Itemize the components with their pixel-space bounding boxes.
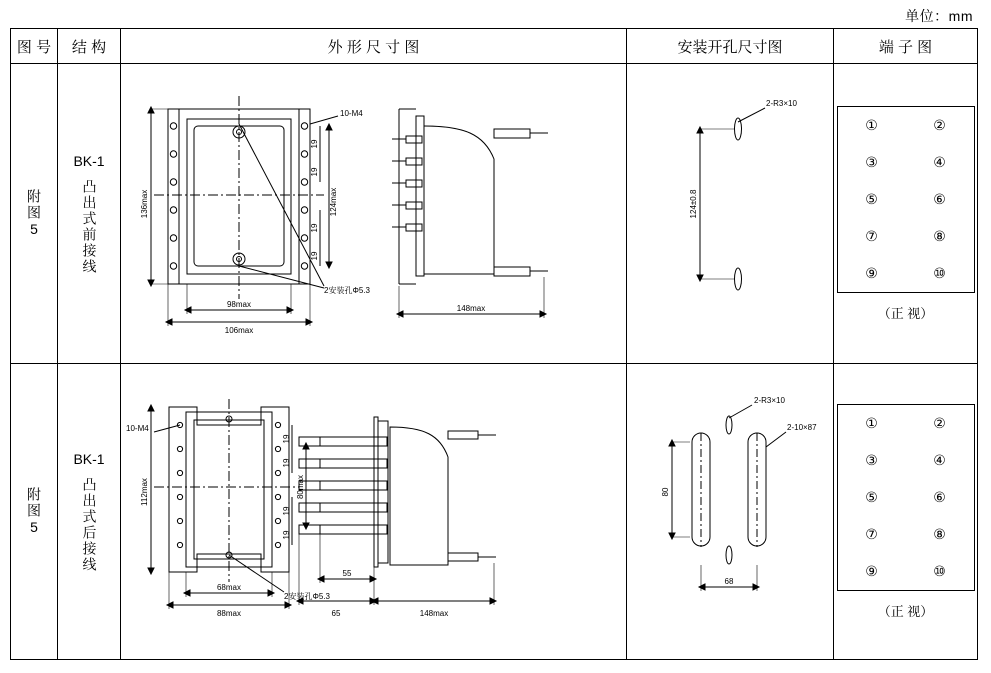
dim-2-10x87: 2-10×87 (787, 422, 817, 432)
terminal-8: ⑧ (933, 525, 946, 542)
dim-10-M4: 10-M4 (339, 108, 363, 118)
row2-cutout-cell (627, 364, 834, 660)
svg-text:19: 19 (281, 434, 291, 443)
terminal-7: ⑦ (865, 227, 878, 244)
terminal-4: ④ (933, 451, 946, 468)
svg-text:19: 19 (309, 251, 319, 260)
terminal-10: ⑩ (933, 562, 946, 579)
row2-terminal-cell (834, 364, 978, 660)
row1-structure-code: BK-1 (73, 153, 105, 169)
svg-text:19: 19 (309, 167, 319, 176)
header-terminal: 端 子 图 (834, 29, 978, 64)
terminal-1: ① (865, 116, 878, 133)
terminal-3: ③ (865, 153, 878, 170)
dim-124tol: 124±0.8 (689, 189, 698, 218)
row1-terminal-cell (834, 64, 978, 364)
dim-2R3x10-2: 2-R3×10 (754, 395, 785, 405)
dim-2R3x10: 2-R3×10 (766, 98, 797, 108)
terminal-7: ⑦ (865, 525, 878, 542)
dim-136max: 136max (139, 189, 149, 218)
header-fig-no: 图 号 (11, 29, 58, 64)
dimension-table (10, 28, 978, 660)
table-header-row (11, 29, 978, 64)
terminal-2: ② (933, 414, 946, 431)
header-cutout: 安装开孔尺寸图 (627, 29, 834, 64)
svg-text:19: 19 (281, 530, 291, 539)
dim-148max-2: 148max (419, 608, 448, 618)
terminal-2: ② (933, 116, 946, 133)
header-outline: 外 形 尺 寸 图 (121, 29, 627, 64)
dim-68max: 68max (216, 582, 241, 592)
dim-148max: 148max (456, 303, 485, 313)
dim-68: 68 (724, 576, 734, 586)
row2-fig-no: 附图5 (26, 486, 42, 537)
dim-88max: 88max (216, 608, 241, 618)
dim-65: 65 (331, 608, 340, 618)
row1-structure-text: 凸出式前接线 (81, 179, 98, 275)
table-row (11, 364, 978, 660)
svg-text:19: 19 (309, 223, 319, 232)
svg-text:19: 19 (309, 139, 319, 148)
terminal-3: ③ (865, 451, 878, 468)
row2-terminal-box (837, 404, 975, 591)
terminal-9: ⑨ (865, 562, 878, 579)
row1-fig-no-cell (11, 64, 58, 364)
row2-structure-cell (58, 364, 121, 660)
terminal-6: ⑥ (933, 190, 946, 207)
terminal-5: ⑤ (865, 488, 878, 505)
row1-fig-no: 附图5 (26, 188, 42, 239)
row2-fig-no-cell (11, 364, 58, 660)
row1-cutout-drawing (630, 84, 830, 344)
terminal-4: ④ (933, 153, 946, 170)
unit-label: 单位：mm (905, 8, 973, 24)
row2-outline-drawing (124, 387, 624, 637)
row1-terminal-caption: （正 视） (877, 305, 934, 321)
dim-112max: 112max (139, 477, 149, 506)
terminal-5: ⑤ (865, 190, 878, 207)
dim-10-M4-back: 10-M4 (125, 423, 149, 433)
row2-terminal-caption: （正 视） (877, 603, 934, 619)
svg-text:19: 19 (281, 506, 291, 515)
dim-80: 80 (661, 487, 670, 496)
row2-cutout-drawing (630, 387, 830, 637)
row1-outline-drawing (124, 74, 624, 354)
terminal-10: ⑩ (933, 264, 946, 281)
dim-mount-holes-2: 2安装孔Φ5.3 (283, 591, 330, 601)
dim-80max: 80max (295, 474, 305, 499)
dim-98max: 98max (226, 299, 251, 309)
row1-structure-cell (58, 64, 121, 364)
row1-terminal-box (837, 106, 975, 293)
terminal-9: ⑨ (865, 264, 878, 281)
dim-mount-holes: 2安装孔Φ5.3 (323, 285, 370, 295)
table-row (11, 64, 978, 364)
row1-outline-cell (121, 64, 627, 364)
dim-124max: 124max (328, 187, 338, 216)
terminal-6: ⑥ (933, 488, 946, 505)
row2-structure-text: 凸出式后接线 (81, 477, 98, 573)
svg-text:19: 19 (281, 458, 291, 467)
row2-structure-code: BK-1 (73, 451, 105, 467)
row2-outline-cell (121, 364, 627, 660)
row1-cutout-cell (627, 64, 834, 364)
terminal-1: ① (865, 414, 878, 431)
terminal-8: ⑧ (933, 227, 946, 244)
header-structure: 结 构 (58, 29, 121, 64)
dim-55: 55 (342, 568, 351, 578)
dim-106max: 106max (224, 325, 253, 335)
